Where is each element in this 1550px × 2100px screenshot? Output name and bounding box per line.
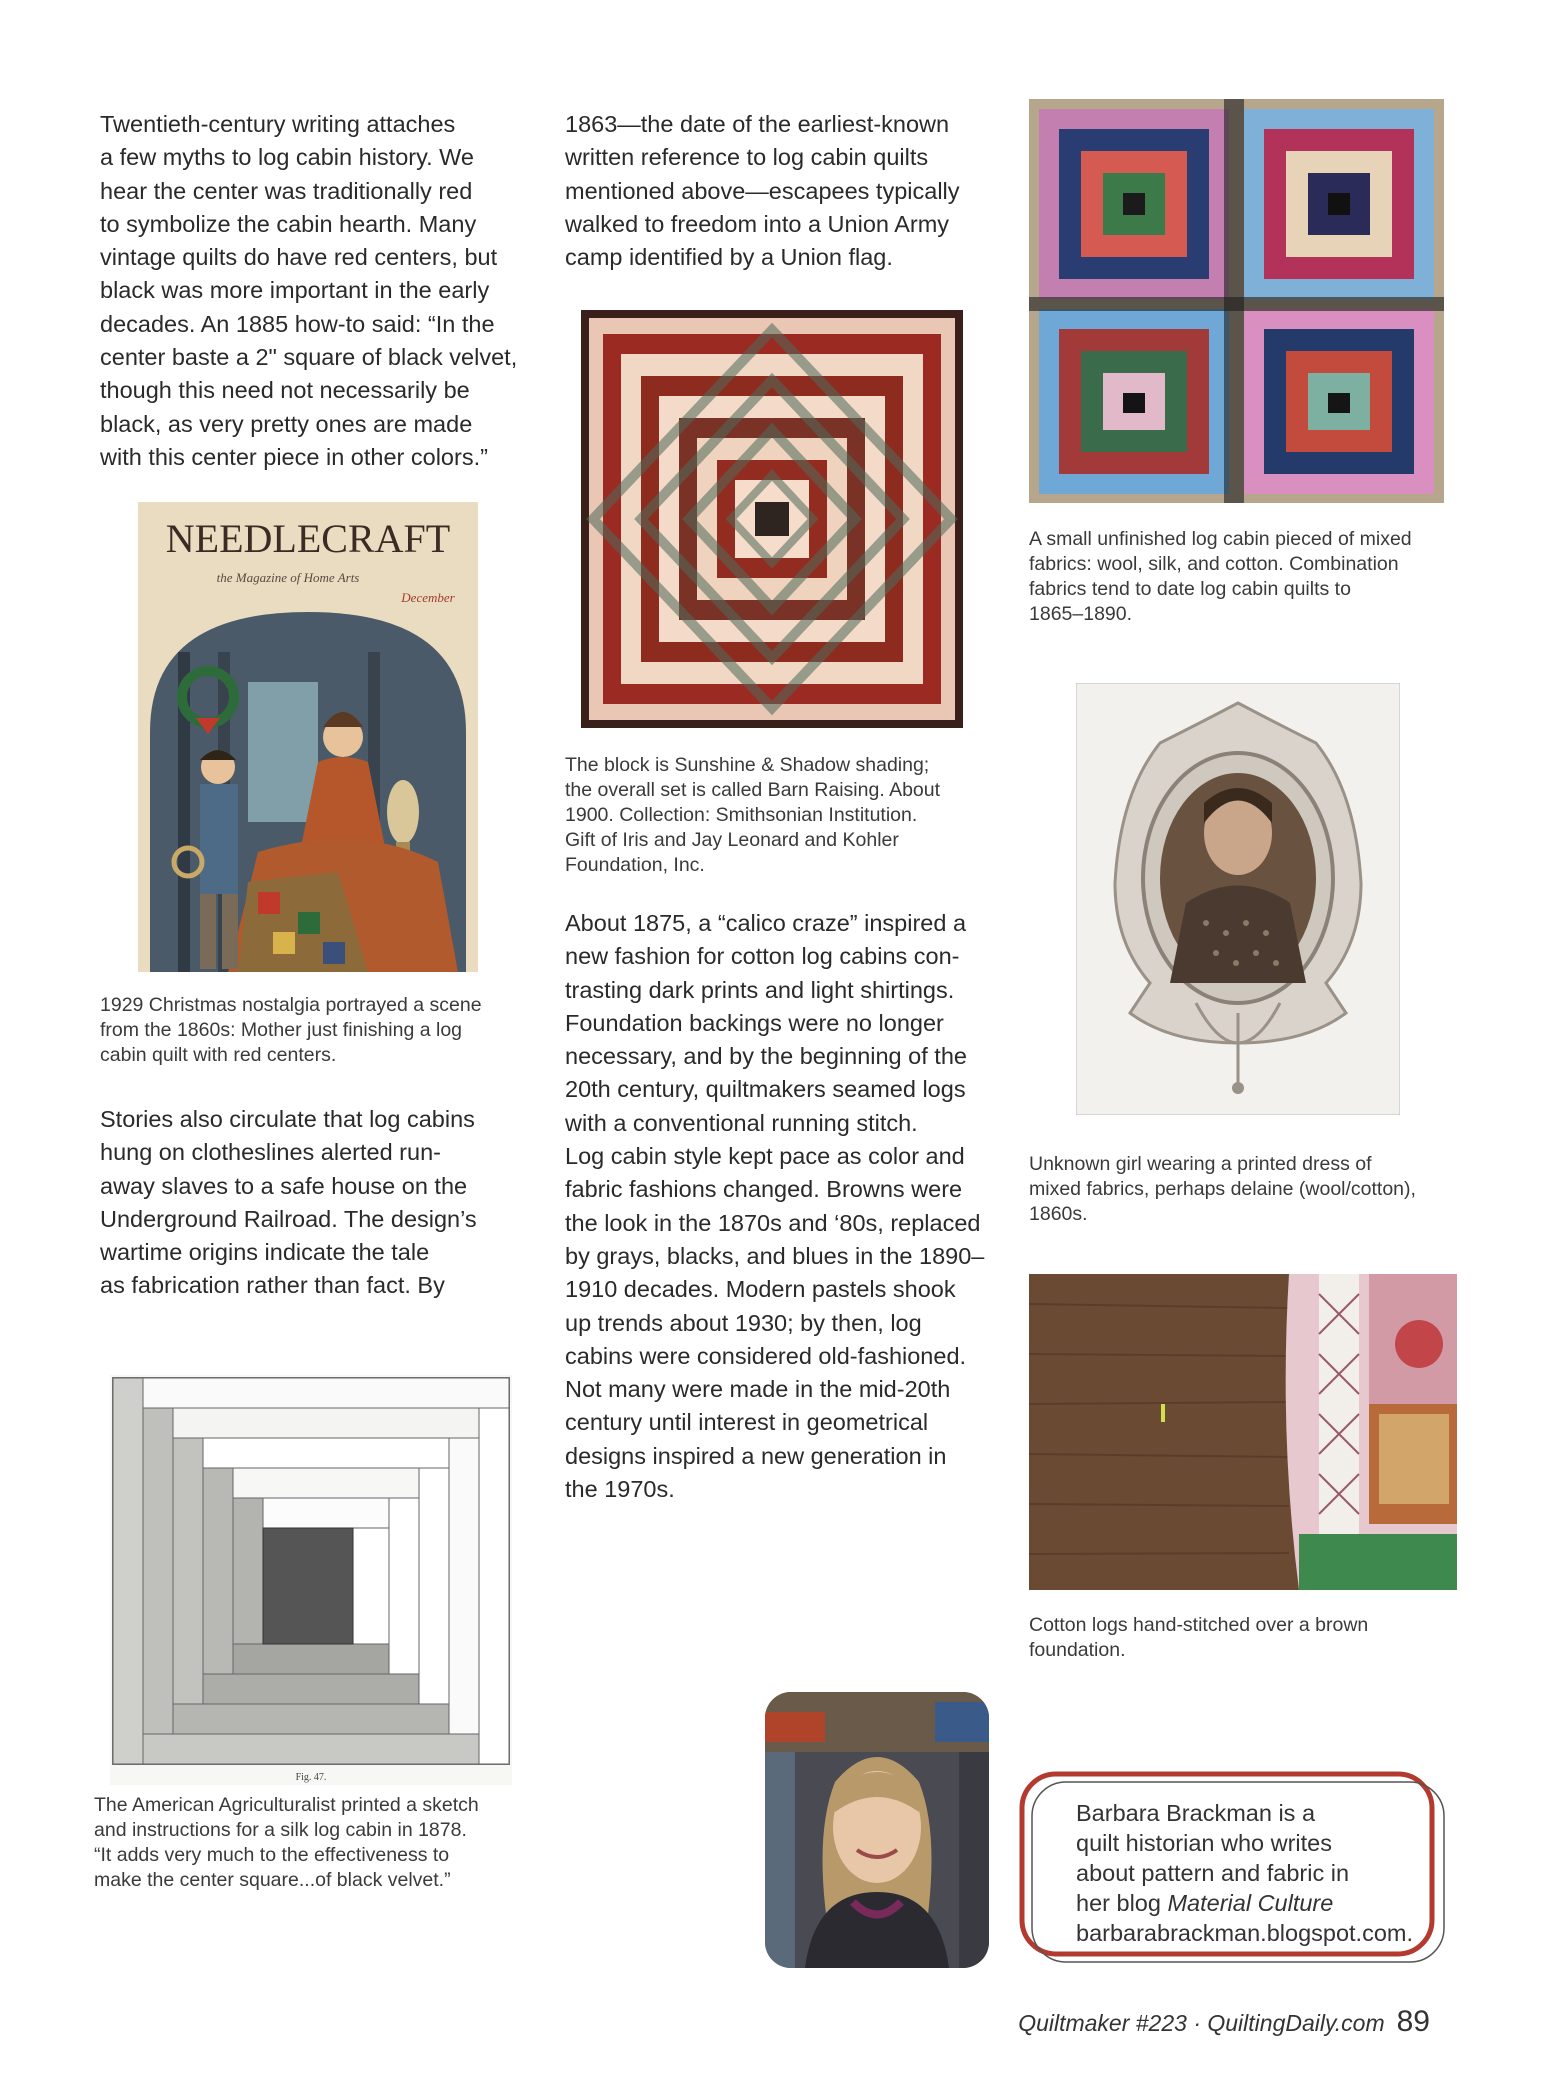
footer-publication: Quiltmaker #223 · QuiltingDaily.com [1018, 2010, 1385, 2036]
girl-caption-line: mixed fabrics, perhaps delaine (wool/cotton), [1029, 1178, 1416, 1200]
column2-para2-line: About 1875, a “calico craze” inspired a [565, 910, 967, 936]
column2-para2-line: cabins were considered old-fashioned. [565, 1342, 967, 1369]
column2-paragraph-2 [565, 907, 985, 1506]
bio-blog-name: Material Culture [1167, 1890, 1334, 1916]
column1-para2-line: hung on clotheslines alerted run- [100, 1139, 441, 1166]
barn-raising-caption-line: Foundation, Inc. [565, 854, 705, 876]
column2-para2-line: fabric fashions changed. Browns were [565, 1176, 963, 1203]
needlecraft-cover-image [138, 502, 478, 972]
needlecraft-caption-text [100, 993, 540, 1068]
column2-para2-line: necessary, and by the beginning of the [565, 1043, 967, 1070]
column2-para2-line: new fashion for cotton log cabins con- [565, 943, 960, 970]
bio-line-4-prefix: her blog [1076, 1890, 1168, 1916]
agriculturalist-caption [94, 1793, 544, 1893]
column2-para1-line: walked to freedom into a Union Army [565, 210, 950, 237]
column1-para1-line: though this need not necessarily be [100, 377, 470, 404]
column1-para1-text [100, 108, 530, 474]
barn-raising-caption-line: The block is Sunshine & Shadow shading; [565, 754, 930, 776]
column1-para1-line: black was more important in the early [100, 277, 490, 304]
agriculturalist-caption-line: The American Agriculturalist printed a sketch [94, 1794, 479, 1816]
agriculturalist-caption-line: “It adds very much to the effectiveness to [94, 1844, 450, 1866]
column1-para1-line: vintage quilts do have red centers, but [100, 244, 498, 271]
column1-para2-line: wartime origins indicate the tale [100, 1239, 430, 1266]
page-footer [1018, 2005, 1430, 2039]
cotton-logs-caption-line: Cotton logs hand-stitched over a brown [1029, 1614, 1369, 1636]
column1-para2-line: as fabrication rather than fact. By [100, 1272, 445, 1299]
agriculturalist-caption-line: make the center square...of black velvet.” [94, 1869, 451, 1891]
girl-caption-line: Unknown girl wearing a printed dress of [1029, 1153, 1372, 1175]
needlecraft-caption-line: cabin quilt with red centers. [100, 1044, 337, 1066]
column2-para2-line: the 1970s. [565, 1476, 675, 1503]
unfinished-caption-line: 1865–1890. [1029, 603, 1133, 625]
unfinished-caption-line: A small unfinished log cabin pieced of mixed [1029, 528, 1412, 550]
bio-line-3: about pattern and fabric in [1076, 1860, 1350, 1886]
needlecraft-caption [100, 993, 540, 1068]
unfinished-caption-text [1029, 527, 1459, 627]
column1-para2-line: Underground Railroad. The design’s [100, 1205, 477, 1232]
author-photo [765, 1692, 989, 1968]
cotton-logs-image [1029, 1274, 1457, 1590]
column2-para2-line: with a conventional running stitch. [565, 1109, 918, 1136]
needlecraft-date: December [401, 590, 455, 605]
agriculturalist-caption-text [94, 1793, 544, 1893]
column2-para2-text [565, 907, 985, 1506]
column2-para2-line: Log cabin style kept pace as color and [565, 1143, 965, 1170]
column1-para1-line: decades. An 1885 how-to said: “In the [100, 310, 495, 337]
column1-para1-line: black, as very pretty ones are made [100, 410, 473, 437]
needlecraft-caption-line: 1929 Christmas nostalgia portrayed a scene [100, 994, 482, 1016]
column2-para2-line: the look in the 1870s and ‘80s, replaced [565, 1209, 981, 1236]
barn-raising-caption-line: the overall set is called Barn Raising. About [565, 779, 941, 801]
column1-paragraph-2 [100, 1103, 530, 1303]
barn-raising-caption [565, 753, 985, 878]
girl-caption [1029, 1152, 1459, 1227]
column2-para1-text [565, 108, 985, 274]
needlecraft-caption-line: from the 1860s: Mother just finishing a log [100, 1019, 463, 1041]
column2-para2-line: up trends about 1930; by then, log [565, 1309, 922, 1336]
sketch-figure-label: Fig. 47. [295, 1772, 327, 1783]
bio-line-2: quilt historian who writes [1076, 1830, 1332, 1856]
barn-raising-caption-line: 1900. Collection: Smithsonian Institution. [565, 804, 918, 826]
needlecraft-subtitle: the Magazine of Home Arts [216, 570, 360, 585]
column1-para1-line: center baste a 2" square of black velvet, [100, 344, 518, 371]
unfinished-log-cabin-image [1029, 99, 1444, 503]
column2-para2-line: trasting dark prints and light shirtings. [565, 976, 955, 1003]
agriculturalist-caption-line: and instructions for a silk log cabin in 1878. [94, 1819, 467, 1841]
column2-para2-line: century until interest in geometrical [565, 1409, 929, 1436]
column1-paragraph-1 [100, 108, 530, 474]
girl-portrait-image [1076, 683, 1400, 1115]
column2-para2-line: 1910 decades. Modern pastels shook [565, 1276, 956, 1303]
girl-caption-line: 1860s. [1029, 1203, 1088, 1225]
column2-para2-line: 20th century, quiltmakers seamed logs [565, 1076, 966, 1103]
column2-para2-line: designs inspired a new generation in [565, 1442, 947, 1469]
column2-para1-line: written reference to log cabin quilts [565, 144, 929, 171]
barn-raising-quilt-image [581, 310, 963, 728]
column1-para1-line: with this center piece in other colors.” [100, 443, 488, 470]
column2-paragraph-1 [565, 108, 985, 274]
bio-line-4 [1076, 1888, 1436, 1918]
barn-raising-caption-line: Gift of Iris and Jay Leonard and Kohler [565, 829, 899, 851]
barn-raising-caption-text [565, 753, 985, 878]
page-number: 89 [1396, 2005, 1430, 2038]
needlecraft-title: NEEDLECRAFT [165, 516, 451, 561]
column1-para1-line: Twentieth-century writing attaches [100, 111, 456, 137]
girl-caption-text [1029, 1152, 1459, 1227]
column1-para1-line: to symbolize the cabin hearth. Many [100, 210, 477, 237]
author-bio-text [1076, 1798, 1436, 1948]
bio-blog-url[interactable]: barbarabrackman.blogspot.com. [1076, 1920, 1414, 1946]
column2-para2-line: Foundation backings were no longer [565, 1009, 944, 1036]
unfinished-caption [1029, 527, 1459, 627]
column2-para1-line: mentioned above—escapees typically [565, 177, 960, 204]
cotton-logs-caption-text [1029, 1613, 1459, 1663]
column1-para1-line: a few myths to log cabin history. We [100, 144, 474, 171]
column1-para2-text [100, 1103, 530, 1303]
column1-para2-line: away slaves to a safe house on the [100, 1172, 468, 1199]
column2-para1-line: 1863—the date of the earliest-known [565, 111, 950, 137]
column1-para1-line: hear the center was traditionally red [100, 177, 473, 204]
author-bio-box [1018, 1770, 1450, 1968]
unfinished-caption-line: fabrics: wool, silk, and cotton. Combination [1029, 553, 1399, 575]
cotton-logs-caption-line: foundation. [1029, 1639, 1126, 1661]
log-cabin-sketch-image [110, 1375, 512, 1785]
unfinished-caption-line: fabrics tend to date log cabin quilts to [1029, 578, 1351, 600]
bio-line-1: Barbara Brackman is a [1076, 1800, 1316, 1826]
column2-para2-line: Not many were made in the mid-20th [565, 1376, 951, 1403]
column2-para2-line: by grays, blacks, and blues in the 1890– [565, 1242, 985, 1269]
column1-para2-line: Stories also circulate that log cabins [100, 1106, 475, 1132]
column2-para1-line: camp identified by a Union flag. [565, 244, 893, 271]
cotton-logs-caption [1029, 1613, 1459, 1663]
